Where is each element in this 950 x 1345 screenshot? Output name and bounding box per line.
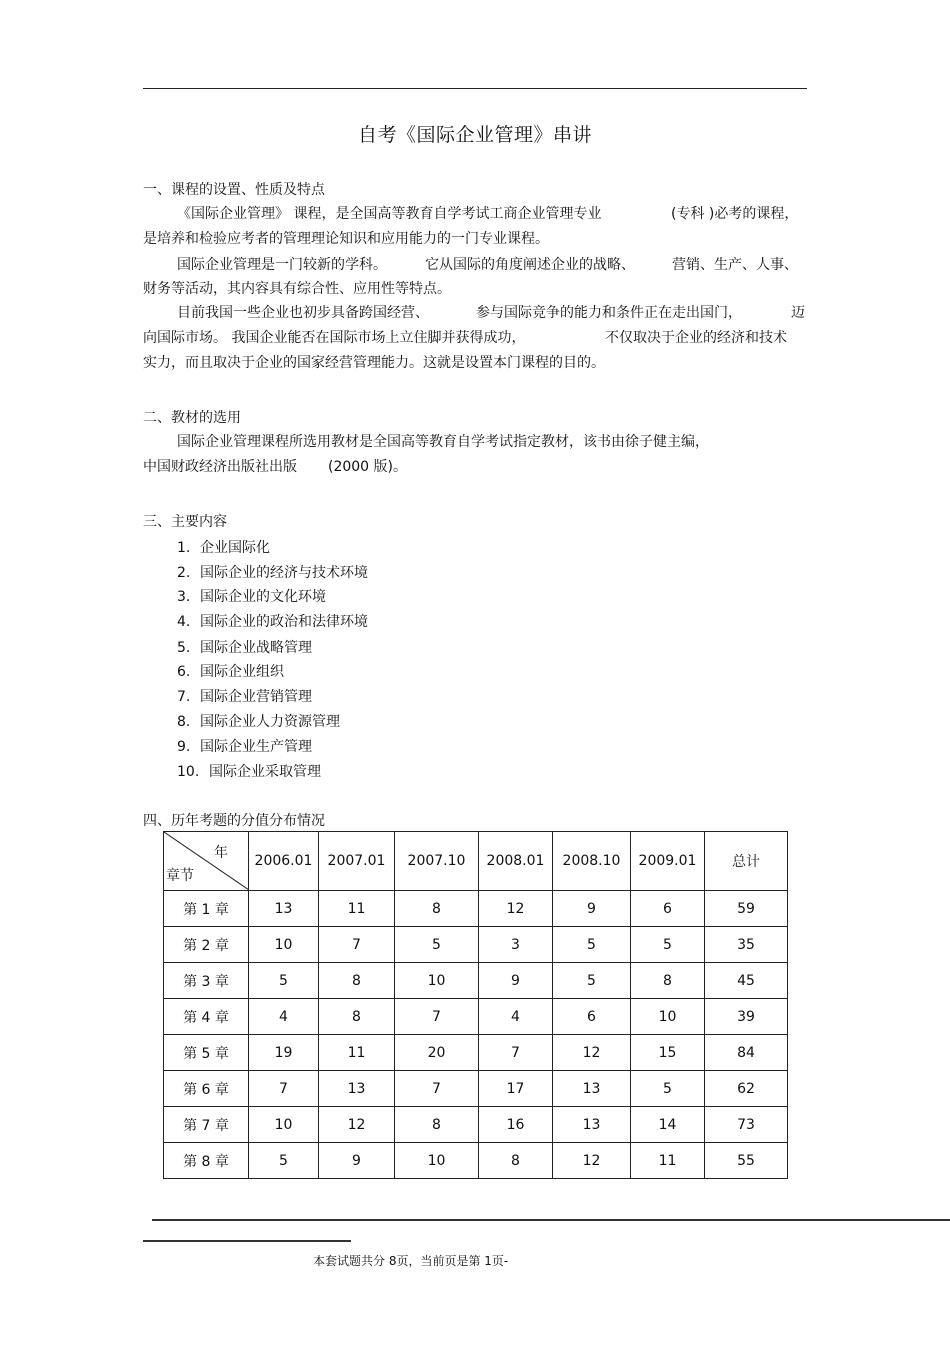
corner-chapter-label: 章节 bbox=[166, 868, 194, 884]
score-cell: 8 bbox=[395, 891, 479, 927]
score-cell: 13 bbox=[553, 1071, 631, 1107]
score-cell: 12 bbox=[319, 1107, 395, 1143]
score-cell: 10 bbox=[631, 999, 705, 1035]
list-item: 10. 国际企业采取管理 bbox=[177, 764, 321, 780]
sec2-p1-line2a: 中国财政经济出版社出版 bbox=[143, 459, 297, 475]
sec1-p3-line1a: 目前我国一些企业也初步具备跨国经营、 bbox=[177, 305, 429, 321]
list-item: 6. 国际企业组织 bbox=[177, 664, 284, 680]
score-cell: 3 bbox=[479, 927, 553, 963]
row-chapter-label: 第 5 章 bbox=[164, 1035, 249, 1071]
score-cell: 7 bbox=[319, 927, 395, 963]
section-4-heading: 四、历年考题的分值分布情况 bbox=[143, 813, 325, 829]
row-total-cell: 39 bbox=[705, 999, 788, 1035]
column-header: 2008.10 bbox=[553, 832, 631, 891]
sec1-p3-line3: 实力，而且取决于企业的国家经营管理能力。这就是设置本门课程的目的。 bbox=[143, 355, 605, 371]
row-chapter-label: 第 8 章 bbox=[164, 1143, 249, 1179]
list-item: 9. 国际企业生产管理 bbox=[177, 739, 312, 755]
table-row bbox=[164, 1143, 788, 1179]
table-row bbox=[164, 1035, 788, 1071]
page-title: 自考《国际企业管理》串讲 bbox=[357, 124, 592, 146]
score-cell: 4 bbox=[479, 999, 553, 1035]
sec1-p2-line1a: 国际企业管理是一门较新的学科。 bbox=[177, 257, 387, 273]
column-header: 2007.01 bbox=[319, 832, 395, 891]
score-cell: 9 bbox=[319, 1143, 395, 1179]
page-footer: 本套试题共分 8页，当前页是第 1页- bbox=[313, 1254, 509, 1268]
score-cell: 11 bbox=[319, 891, 395, 927]
list-item: 5. 国际企业战略管理 bbox=[177, 640, 312, 656]
score-cell: 4 bbox=[249, 999, 319, 1035]
sec1-p2-line1c: 营销、生产、人事、 bbox=[672, 257, 798, 273]
sec1-p3-line1c: 迈 bbox=[791, 305, 805, 321]
score-cell: 9 bbox=[479, 963, 553, 999]
score-cell: 5 bbox=[249, 963, 319, 999]
score-cell: 7 bbox=[479, 1035, 553, 1071]
table-row bbox=[164, 999, 788, 1035]
table-row bbox=[164, 1071, 788, 1107]
row-total-cell: 35 bbox=[705, 927, 788, 963]
list-item: 7. 国际企业营销管理 bbox=[177, 689, 312, 705]
score-cell: 5 bbox=[553, 927, 631, 963]
row-chapter-label: 第 4 章 bbox=[164, 999, 249, 1035]
top-rule bbox=[143, 88, 807, 89]
score-cell: 8 bbox=[319, 999, 395, 1035]
score-cell: 12 bbox=[553, 1143, 631, 1179]
section-2-heading: 二、教材的选用 bbox=[143, 410, 241, 426]
table-row bbox=[164, 891, 788, 927]
row-total-cell: 55 bbox=[705, 1143, 788, 1179]
sec2-p1-line1: 国际企业管理课程所选用教材是全国高等教育自学考试指定教材，该书由徐子健主编， bbox=[177, 434, 709, 450]
score-cell: 5 bbox=[395, 927, 479, 963]
score-cell: 9 bbox=[553, 891, 631, 927]
sec1-p1-line1b: (专科 )必考的课程， bbox=[671, 206, 799, 222]
table-row bbox=[164, 1107, 788, 1143]
score-cell: 11 bbox=[319, 1035, 395, 1071]
score-cell: 15 bbox=[631, 1035, 705, 1071]
score-cell: 5 bbox=[249, 1143, 319, 1179]
sec1-p1-line2: 是培养和检验应考者的管理理论知识和应用能力的一门专业课程。 bbox=[143, 231, 549, 247]
score-cell: 19 bbox=[249, 1035, 319, 1071]
row-chapter-label: 第 7 章 bbox=[164, 1107, 249, 1143]
score-cell: 5 bbox=[553, 963, 631, 999]
table-corner-cell bbox=[164, 832, 249, 891]
score-cell: 10 bbox=[249, 927, 319, 963]
column-header-total: 总计 bbox=[705, 832, 788, 891]
score-cell: 7 bbox=[249, 1071, 319, 1107]
sec1-p2-line1b: 它从国际的角度阐述企业的战略、 bbox=[425, 257, 635, 273]
sec1-p3-line2b: 不仅取决于企业的经济和技术 bbox=[605, 330, 787, 346]
column-header: 2009.01 bbox=[631, 832, 705, 891]
score-cell: 12 bbox=[553, 1035, 631, 1071]
score-cell: 6 bbox=[631, 891, 705, 927]
row-total-cell: 73 bbox=[705, 1107, 788, 1143]
row-total-cell: 45 bbox=[705, 963, 788, 999]
section-1-heading: 一、课程的设置、性质及特点 bbox=[143, 182, 325, 198]
list-item: 2. 国际企业的经济与技术环境 bbox=[177, 565, 368, 581]
score-cell: 20 bbox=[395, 1035, 479, 1071]
sec1-p3-line2a: 向国际市场。 我国企业能否在国际市场上立住脚并获得成功， bbox=[143, 330, 526, 346]
list-item: 4. 国际企业的政治和法律环境 bbox=[177, 614, 368, 630]
row-total-cell: 62 bbox=[705, 1071, 788, 1107]
row-total-cell: 84 bbox=[705, 1035, 788, 1071]
score-cell: 6 bbox=[553, 999, 631, 1035]
score-cell: 5 bbox=[631, 1071, 705, 1107]
footer-rule-short bbox=[143, 1240, 351, 1242]
score-cell: 16 bbox=[479, 1107, 553, 1143]
score-cell: 10 bbox=[395, 1143, 479, 1179]
score-cell: 8 bbox=[631, 963, 705, 999]
sec2-p1-line2b: (2000 版)。 bbox=[328, 459, 408, 475]
score-cell: 8 bbox=[319, 963, 395, 999]
score-cell: 17 bbox=[479, 1071, 553, 1107]
row-chapter-label: 第 2 章 bbox=[164, 927, 249, 963]
score-cell: 14 bbox=[631, 1107, 705, 1143]
column-header: 2008.01 bbox=[479, 832, 553, 891]
row-chapter-label: 第 6 章 bbox=[164, 1071, 249, 1107]
score-cell: 8 bbox=[395, 1107, 479, 1143]
corner-year-label: 年 bbox=[214, 845, 228, 861]
score-cell: 10 bbox=[395, 963, 479, 999]
score-table bbox=[163, 831, 788, 1179]
row-chapter-label: 第 1 章 bbox=[164, 891, 249, 927]
footer-rule-long bbox=[152, 1219, 950, 1221]
score-cell: 13 bbox=[249, 891, 319, 927]
score-cell: 13 bbox=[553, 1107, 631, 1143]
list-item: 8. 国际企业人力资源管理 bbox=[177, 714, 340, 730]
score-cell: 5 bbox=[631, 927, 705, 963]
table-row bbox=[164, 927, 788, 963]
score-cell: 8 bbox=[479, 1143, 553, 1179]
sec1-p1-line1a: 《国际企业管理》 课程，是全国高等教育自学考试工商企业管理专业 bbox=[177, 206, 602, 222]
score-cell: 11 bbox=[631, 1143, 705, 1179]
row-total-cell: 59 bbox=[705, 891, 788, 927]
table-header-row bbox=[164, 832, 788, 891]
sec1-p2-line2: 财务等活动，其内容具有综合性、应用性等特点。 bbox=[143, 281, 451, 297]
section-3-heading: 三、主要内容 bbox=[143, 514, 227, 530]
column-header: 2007.10 bbox=[395, 832, 479, 891]
score-cell: 10 bbox=[249, 1107, 319, 1143]
row-chapter-label: 第 3 章 bbox=[164, 963, 249, 999]
sec1-p3-line1b: 参与国际竞争的能力和条件正在走出国门， bbox=[476, 305, 742, 321]
column-header: 2006.01 bbox=[249, 832, 319, 891]
score-cell: 7 bbox=[395, 999, 479, 1035]
score-cell: 13 bbox=[319, 1071, 395, 1107]
table-row bbox=[164, 963, 788, 999]
list-item: 3. 国际企业的文化环境 bbox=[177, 589, 326, 605]
table-body bbox=[164, 891, 788, 1179]
list-item: 1. 企业国际化 bbox=[177, 540, 270, 556]
score-cell: 12 bbox=[479, 891, 553, 927]
score-cell: 7 bbox=[395, 1071, 479, 1107]
